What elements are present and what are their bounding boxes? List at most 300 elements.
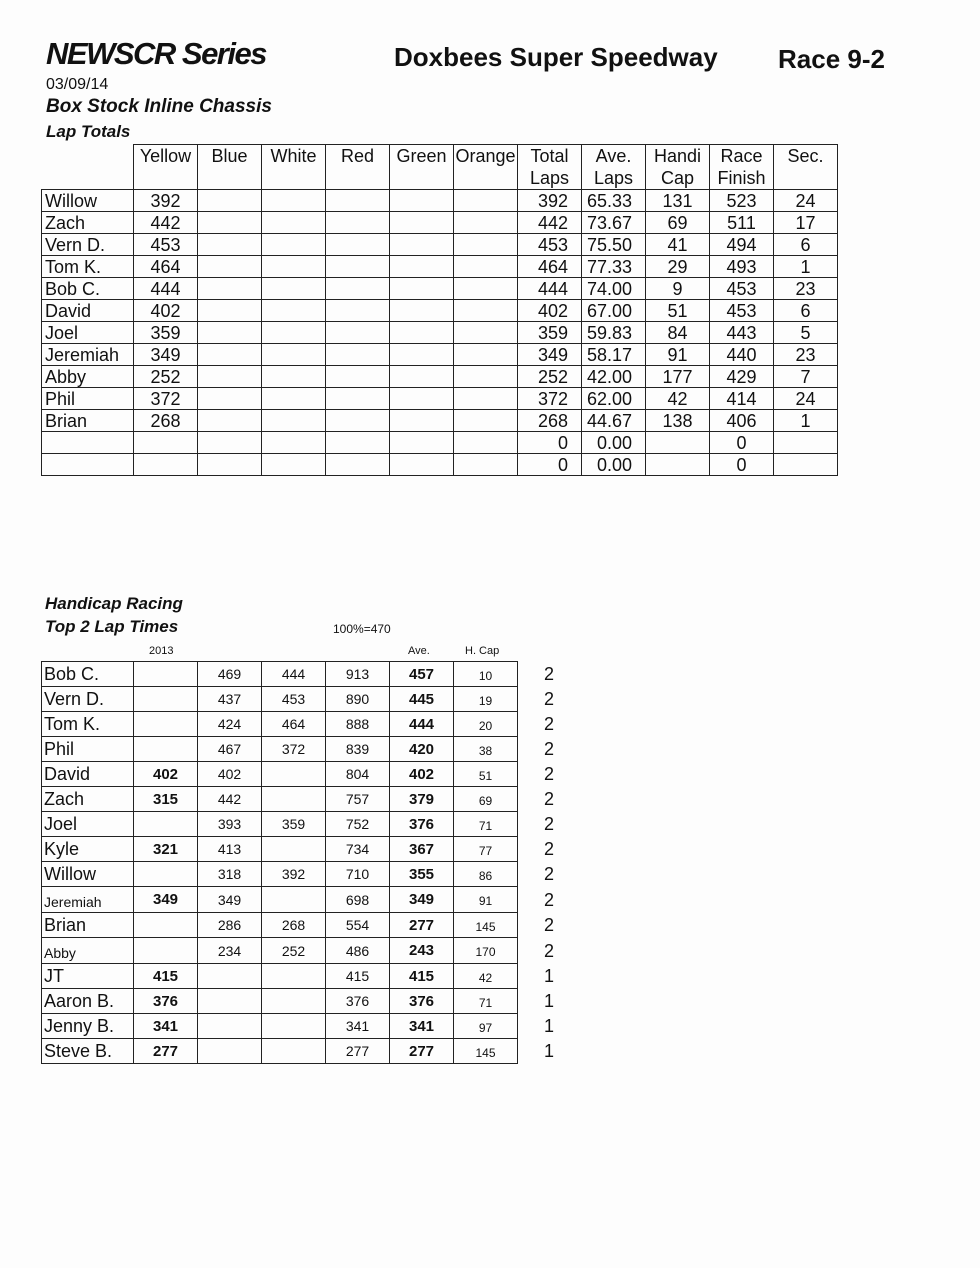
driver-name-cell: Tom K. — [42, 256, 134, 278]
lap-time-1-cell: 437 — [198, 687, 262, 712]
sec-cell: 6 — [774, 300, 838, 322]
table-row — [42, 662, 578, 687]
handicap-cell: 38 — [454, 737, 518, 762]
red-cell — [326, 432, 390, 454]
green-cell — [390, 366, 454, 388]
handicap-cell: 51 — [646, 300, 710, 322]
table-row — [42, 712, 578, 737]
driver-name-cell: David — [42, 300, 134, 322]
red-cell — [326, 256, 390, 278]
blue-cell — [198, 278, 262, 300]
finish-cell: 493 — [710, 256, 774, 278]
handicap-cell: 97 — [454, 1014, 518, 1039]
driver-name-cell: Vern D. — [42, 234, 134, 256]
average-cell: 444 — [390, 712, 454, 737]
green-cell — [390, 256, 454, 278]
handicap-cell: 20 — [454, 712, 518, 737]
lap-2013-cell: 341 — [134, 1014, 198, 1039]
handicap-cell: 29 — [646, 256, 710, 278]
handicap-cell — [646, 454, 710, 476]
yellow-cell: 392 — [134, 190, 198, 212]
handicap-cell: 86 — [454, 862, 518, 887]
yellow-cell: 442 — [134, 212, 198, 234]
green-cell — [390, 432, 454, 454]
finish-cell: 429 — [710, 366, 774, 388]
red-cell — [326, 410, 390, 432]
ave-cell: 75.50 — [582, 234, 646, 256]
driver-name-cell: Phil — [42, 737, 134, 762]
handicap-cell: 138 — [646, 410, 710, 432]
sec-cell: 17 — [774, 212, 838, 234]
handicap-racing-title: Handicap Racing — [45, 594, 183, 613]
driver-name-cell: Vern D. — [42, 687, 134, 712]
column-header-text: Blue — [211, 146, 248, 166]
orange-cell — [454, 278, 518, 300]
column-header — [582, 145, 646, 190]
lap-count-cell: 2 — [544, 915, 555, 935]
sum-cell: 839 — [326, 737, 390, 762]
handicap-cell: 9 — [646, 278, 710, 300]
ave-cell: 67.00 — [582, 300, 646, 322]
driver-name-cell: Jeremiah — [42, 344, 134, 366]
blue-cell — [198, 366, 262, 388]
table-row — [42, 410, 838, 432]
table-row — [42, 989, 578, 1014]
yellow-cell: 359 — [134, 322, 198, 344]
lap-time-1-cell: 424 — [198, 712, 262, 737]
average-cell: 376 — [390, 989, 454, 1014]
header-blank-cell — [42, 145, 134, 190]
column-header-text: Handi — [653, 146, 702, 166]
sum-cell: 734 — [326, 837, 390, 862]
column-header-text: Yellow — [139, 146, 192, 166]
sum-cell: 486 — [326, 938, 390, 964]
table-row — [42, 432, 838, 454]
orange-cell — [454, 344, 518, 366]
ave-cell: 0.00 — [582, 432, 646, 454]
lap-count-cell: 2 — [544, 839, 555, 859]
white-cell — [262, 234, 326, 256]
total-cell: 442 — [518, 212, 582, 234]
handicap-cell: 91 — [646, 344, 710, 366]
lap-2013-cell — [134, 737, 198, 762]
sum-cell: 888 — [326, 712, 390, 737]
column-header-text: Race — [720, 146, 763, 166]
top-2-lap-times-title: Top 2 Lap Times — [45, 617, 179, 636]
ave-cell: 73.67 — [582, 212, 646, 234]
lap-time-1-cell: 393 — [198, 812, 262, 837]
driver-name-cell: Abby — [42, 366, 134, 388]
yellow-cell — [134, 432, 198, 454]
sum-cell: 804 — [326, 762, 390, 787]
ave-cell: 62.00 — [582, 388, 646, 410]
lap-time-1-cell: 234 — [198, 938, 262, 964]
finish-cell: 406 — [710, 410, 774, 432]
sec-cell: 6 — [774, 234, 838, 256]
table-row — [42, 388, 838, 410]
lap-time-1-cell: 318 — [198, 862, 262, 887]
orange-cell — [454, 256, 518, 278]
handicap-cell: 71 — [454, 812, 518, 837]
total-cell: 268 — [518, 410, 582, 432]
lap-2013-cell — [134, 938, 198, 964]
lap-2013-cell — [134, 712, 198, 737]
white-cell — [262, 190, 326, 212]
column-header — [710, 145, 774, 190]
blue-cell — [198, 256, 262, 278]
total-cell: 372 — [518, 388, 582, 410]
yellow-cell: 444 — [134, 278, 198, 300]
average-cell: 341 — [390, 1014, 454, 1039]
ave-cell: 58.17 — [582, 344, 646, 366]
table-row — [42, 454, 838, 476]
white-cell — [262, 388, 326, 410]
finish-cell: 0 — [710, 454, 774, 476]
column-header — [646, 145, 710, 190]
lap-time-2-cell — [262, 887, 326, 913]
table-row — [42, 366, 838, 388]
column-header-text: White — [270, 146, 317, 166]
column-header — [326, 145, 390, 190]
lap-time-2-cell — [262, 787, 326, 812]
white-cell — [262, 322, 326, 344]
green-cell — [390, 234, 454, 256]
red-cell — [326, 234, 390, 256]
finish-cell: 440 — [710, 344, 774, 366]
column-label-hcap: H. Cap — [465, 645, 500, 657]
lap-time-2-cell — [262, 964, 326, 989]
lap-count-cell: 2 — [544, 814, 555, 834]
ave-cell: 44.67 — [582, 410, 646, 432]
lap-time-1-cell — [198, 1039, 262, 1064]
sec-cell: 5 — [774, 322, 838, 344]
ave-cell: 0.00 — [582, 454, 646, 476]
lap-count-cell: 1 — [544, 991, 555, 1011]
ave-cell: 77.33 — [582, 256, 646, 278]
average-cell: 457 — [390, 662, 454, 687]
handicap-table — [41, 661, 578, 1064]
green-cell — [390, 190, 454, 212]
driver-name-cell: Bob C. — [42, 662, 134, 687]
lap-time-1-cell: 402 — [198, 762, 262, 787]
section-title-lap-totals: Lap Totals — [46, 122, 131, 141]
lap-2013-cell: 277 — [134, 1039, 198, 1064]
average-cell: 243 — [390, 938, 454, 964]
driver-name-cell — [42, 432, 134, 454]
total-cell: 0 — [518, 454, 582, 476]
blue-cell — [198, 388, 262, 410]
handicap-cell: 19 — [454, 687, 518, 712]
handicap-cell: 145 — [454, 913, 518, 938]
driver-name-cell: Tom K. — [42, 712, 134, 737]
green-cell — [390, 454, 454, 476]
lap-time-1-cell — [198, 1014, 262, 1039]
average-cell: 379 — [390, 787, 454, 812]
table-row — [42, 322, 838, 344]
lap-time-2-cell — [262, 837, 326, 862]
white-cell — [262, 256, 326, 278]
total-cell: 453 — [518, 234, 582, 256]
lap-time-1-cell: 467 — [198, 737, 262, 762]
lap-time-2-cell: 444 — [262, 662, 326, 687]
column-header-text: Total — [530, 146, 569, 166]
lap-totals-table — [41, 144, 838, 476]
handicap-cell: 69 — [646, 212, 710, 234]
table-row — [42, 1039, 578, 1064]
average-cell: 355 — [390, 862, 454, 887]
table-row — [42, 964, 578, 989]
orange-cell — [454, 322, 518, 344]
sum-cell: 277 — [326, 1039, 390, 1064]
ave-cell: 42.00 — [582, 366, 646, 388]
finish-cell: 443 — [710, 322, 774, 344]
series-title: NEWSCR Series — [46, 36, 266, 71]
table-row — [42, 212, 838, 234]
lap-2013-cell — [134, 913, 198, 938]
table-row — [42, 1014, 578, 1039]
total-cell: 252 — [518, 366, 582, 388]
finish-cell: 414 — [710, 388, 774, 410]
total-cell: 402 — [518, 300, 582, 322]
column-header — [198, 145, 262, 190]
red-cell — [326, 300, 390, 322]
total-cell: 444 — [518, 278, 582, 300]
red-cell — [326, 212, 390, 234]
average-cell: 376 — [390, 812, 454, 837]
lap-count-cell: 2 — [544, 789, 555, 809]
table-row — [42, 737, 578, 762]
red-cell — [326, 366, 390, 388]
blue-cell — [198, 410, 262, 432]
column-header-text: Sec. — [787, 146, 824, 166]
track-title: Doxbees Super Speedway — [394, 42, 718, 72]
lap-count-cell: 2 — [544, 739, 555, 759]
driver-name-cell: Jeremiah — [42, 887, 134, 913]
orange-cell — [454, 388, 518, 410]
column-header-text: Finish — [717, 168, 766, 188]
sum-cell: 890 — [326, 687, 390, 712]
orange-cell — [454, 234, 518, 256]
total-cell: 464 — [518, 256, 582, 278]
column-header — [454, 145, 518, 190]
blue-cell — [198, 190, 262, 212]
column-header — [774, 145, 838, 190]
lap-2013-cell: 349 — [134, 887, 198, 913]
sum-cell: 341 — [326, 1014, 390, 1039]
race-title: Race 9-2 — [778, 44, 885, 74]
sec-cell: 7 — [774, 366, 838, 388]
lap-time-2-cell: 252 — [262, 938, 326, 964]
driver-name-cell: JT — [42, 964, 134, 989]
sum-cell: 415 — [326, 964, 390, 989]
lap-2013-cell: 376 — [134, 989, 198, 1014]
table-row — [42, 687, 578, 712]
white-cell — [262, 454, 326, 476]
white-cell — [262, 432, 326, 454]
lap-2013-cell — [134, 687, 198, 712]
sec-cell: 23 — [774, 344, 838, 366]
sec-cell — [774, 454, 838, 476]
finish-cell: 523 — [710, 190, 774, 212]
lap-time-1-cell: 469 — [198, 662, 262, 687]
handicap-cell: 170 — [454, 938, 518, 964]
handicap-cell: 145 — [454, 1039, 518, 1064]
lap-time-1-cell: 442 — [198, 787, 262, 812]
white-cell — [262, 300, 326, 322]
sum-cell: 376 — [326, 989, 390, 1014]
blue-cell — [198, 432, 262, 454]
finish-cell: 453 — [710, 278, 774, 300]
table-row — [42, 787, 578, 812]
table-row — [42, 190, 838, 212]
column-label-ave: Ave. — [408, 645, 430, 657]
white-cell — [262, 366, 326, 388]
ave-cell: 59.83 — [582, 322, 646, 344]
driver-name-cell: Kyle — [42, 837, 134, 862]
sum-cell: 757 — [326, 787, 390, 812]
handicap-cell — [646, 432, 710, 454]
ave-cell: 65.33 — [582, 190, 646, 212]
sum-cell: 554 — [326, 913, 390, 938]
average-cell: 445 — [390, 687, 454, 712]
handicap-cell: 71 — [454, 989, 518, 1014]
orange-cell — [454, 454, 518, 476]
lap-time-2-cell — [262, 989, 326, 1014]
lap-count-cell: 2 — [544, 889, 555, 910]
handicap-cell: 77 — [454, 837, 518, 862]
column-header — [262, 145, 326, 190]
white-cell — [262, 278, 326, 300]
table-row — [42, 938, 578, 964]
yellow-cell: 464 — [134, 256, 198, 278]
sec-cell — [774, 432, 838, 454]
table-row — [42, 344, 838, 366]
race-date: 03/09/14 — [46, 76, 109, 93]
lap-time-2-cell: 392 — [262, 862, 326, 887]
lap-table-header-row — [42, 145, 838, 190]
lap-time-2-cell: 359 — [262, 812, 326, 837]
driver-name-cell: Zach — [42, 787, 134, 812]
average-cell: 349 — [390, 887, 454, 913]
sec-cell: 1 — [774, 256, 838, 278]
yellow-cell: 349 — [134, 344, 198, 366]
lap-2013-cell — [134, 812, 198, 837]
table-row — [42, 913, 578, 938]
driver-name-cell: Willow — [42, 190, 134, 212]
lap-time-1-cell: 286 — [198, 913, 262, 938]
lap-2013-cell — [134, 862, 198, 887]
handicap-cell: 91 — [454, 887, 518, 913]
handicap-cell: 131 — [646, 190, 710, 212]
sum-cell: 752 — [326, 812, 390, 837]
column-header-text: Laps — [593, 168, 634, 188]
average-cell: 277 — [390, 913, 454, 938]
blue-cell — [198, 300, 262, 322]
lap-time-2-cell: 464 — [262, 712, 326, 737]
lap-count-cell: 2 — [544, 689, 555, 709]
white-cell — [262, 344, 326, 366]
sum-cell: 710 — [326, 862, 390, 887]
sec-cell: 23 — [774, 278, 838, 300]
lap-count-cell: 2 — [544, 764, 555, 784]
driver-name-cell: Joel — [42, 322, 134, 344]
driver-name-cell — [42, 454, 134, 476]
yellow-cell — [134, 454, 198, 476]
lap-2013-cell: 321 — [134, 837, 198, 862]
handicap-cell: 42 — [454, 964, 518, 989]
orange-cell — [454, 432, 518, 454]
green-cell — [390, 322, 454, 344]
table-row — [42, 234, 838, 256]
column-header — [134, 145, 198, 190]
lap-time-1-cell — [198, 964, 262, 989]
table-row — [42, 300, 838, 322]
average-cell: 277 — [390, 1039, 454, 1064]
green-cell — [390, 212, 454, 234]
average-cell: 420 — [390, 737, 454, 762]
finish-cell: 494 — [710, 234, 774, 256]
total-cell: 359 — [518, 322, 582, 344]
total-cell: 0 — [518, 432, 582, 454]
white-cell — [262, 410, 326, 432]
sec-cell: 24 — [774, 190, 838, 212]
handicap-cell: 42 — [646, 388, 710, 410]
table-row — [42, 812, 578, 837]
handicap-cell: 177 — [646, 366, 710, 388]
orange-cell — [454, 410, 518, 432]
lap-2013-cell: 315 — [134, 787, 198, 812]
finish-cell: 0 — [710, 432, 774, 454]
blue-cell — [198, 344, 262, 366]
lap-time-2-cell: 372 — [262, 737, 326, 762]
lap-count-cell: 1 — [544, 966, 555, 986]
column-header-text: Green — [396, 146, 447, 166]
column-header-text: Red — [340, 146, 375, 166]
driver-name-cell: Steve B. — [42, 1039, 134, 1064]
average-cell: 415 — [390, 964, 454, 989]
race-class: Box Stock Inline Chassis — [46, 96, 272, 117]
total-cell: 349 — [518, 344, 582, 366]
ave-cell: 74.00 — [582, 278, 646, 300]
lap-time-1-cell: 413 — [198, 837, 262, 862]
lap-time-2-cell: 268 — [262, 913, 326, 938]
sec-cell: 24 — [774, 388, 838, 410]
total-cell: 392 — [518, 190, 582, 212]
blue-cell — [198, 322, 262, 344]
green-cell — [390, 344, 454, 366]
column-header-text: Orange — [455, 146, 516, 166]
sum-cell: 698 — [326, 887, 390, 913]
average-cell: 402 — [390, 762, 454, 787]
yellow-cell: 372 — [134, 388, 198, 410]
lap-time-1-cell — [198, 989, 262, 1014]
lap-count-cell: 1 — [544, 1041, 555, 1061]
table-row — [42, 862, 578, 887]
driver-name-cell: Zach — [42, 212, 134, 234]
green-cell — [390, 300, 454, 322]
handicap-cell: 69 — [454, 787, 518, 812]
handicap-cell: 10 — [454, 662, 518, 687]
driver-name-cell: Bob C. — [42, 278, 134, 300]
lap-count-cell: 2 — [544, 714, 555, 734]
red-cell — [326, 454, 390, 476]
column-label-2013: 2013 — [149, 645, 174, 657]
column-header — [518, 145, 582, 190]
green-cell — [390, 410, 454, 432]
driver-name-cell: Willow — [42, 862, 134, 887]
lap-count-cell: 1 — [544, 1016, 555, 1036]
driver-name-cell: David — [42, 762, 134, 787]
